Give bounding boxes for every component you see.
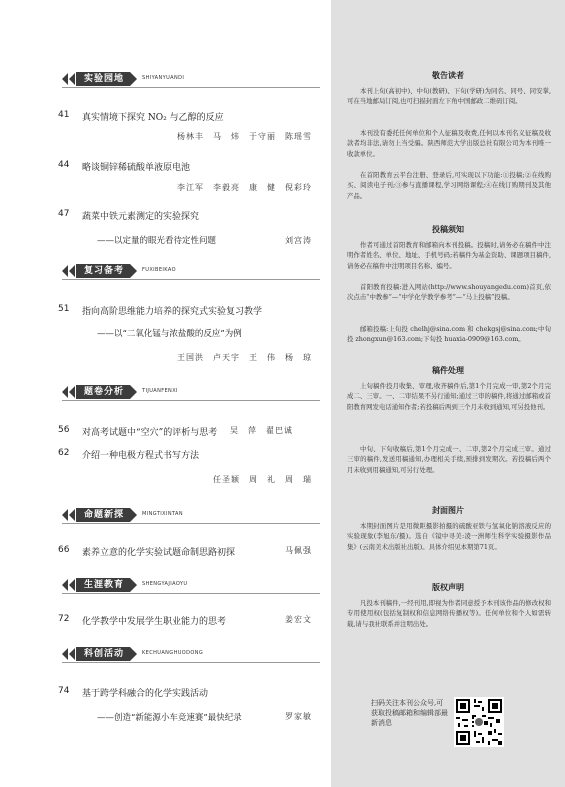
notice-paragraph: 本刊没有委托任何单位和个人征稿及收费,任何以本刊名义征稿及收款者均非法,请勿上当受骗。陕西师范大学出版总社有限公司为本刊唯一收款单位。: [347, 129, 551, 158]
section-pinyin: SHIYANYUANDI: [142, 75, 185, 81]
notice-panel: [331, 0, 565, 787]
article-title[interactable]: 指向高阶思维能力培养的探究式实验复习教学: [82, 307, 263, 317]
section-pinyin: KECHUANGHUODONG: [142, 650, 204, 656]
double-arrow-icon: [62, 648, 76, 660]
divider: [62, 279, 320, 280]
double-arrow-icon: [62, 265, 76, 277]
article-subtitle: ——以定量的眼光看待定性问题: [97, 236, 217, 246]
article-authors: 姜宏文: [285, 615, 312, 624]
notice-paragraph: 在首阳教育云平台注册、登录后,可实现以下功能:①投稿;②在线购买、阅读电子刊;③参与直播课程,学习网络课程;④在线订购期刊及其他产品。: [347, 171, 551, 200]
article-page: 44: [58, 160, 70, 170]
article-authors: 李江军 李毅亮 康 健 倪彩玲: [177, 183, 312, 192]
notice-heading-readers: 敬告读者: [432, 71, 464, 80]
article-authors: 杨林丰 马 炜 于守丽 陈瑶雪: [177, 132, 312, 141]
article-title[interactable]: 对高考试题中“空穴”的评析与思考: [82, 428, 218, 438]
article-title[interactable]: 基于跨学科融合的化学实践活动: [82, 689, 209, 699]
article-page: 66: [58, 545, 70, 555]
section-title: 实验园地: [76, 72, 130, 86]
notice-paragraph: 邮箱投稿:上旬投 chelhj@sina.com 和 chekgsj@sina.com;中旬投 zhongxun@163.com;下旬投 huaxia-0909@163.com。: [347, 325, 551, 344]
notice-paragraph: 凡投本刊稿件,一经刊用,即视为作者同意授予本刊该作品的修改权和专用使用权(包括复制权和信息网络传播权等)。任何单位和个人如需转载,请与我社联系并注明出处。: [347, 599, 551, 628]
article-title[interactable]: 蔬菜中铁元素测定的实验探究: [82, 212, 200, 222]
article-authors: 王国洪 卢天宇 王 伟 杨 琼: [177, 353, 312, 362]
notice-paragraph: 上旬稿件投月收集、审理,收齐稿件后,第1个月完成一审,第2个月完成二、三审。一、二审结果不另行通知;通过三审的稿件,将通过邮箱或首阳教育网发电话通知作者;若投稿后两到三个月未收到通知,可另投他刊。: [347, 382, 551, 411]
notice-heading-copyright: 版权声明: [432, 583, 464, 592]
article-title[interactable]: 化学教学中发展学生职业能力的思考: [82, 617, 227, 627]
section-title: 生涯教育: [76, 578, 130, 592]
article-authors: 刘宫涛: [285, 236, 312, 245]
double-arrow-icon: [62, 73, 76, 85]
section-pinyin: FUXIBEIKAO: [142, 267, 176, 273]
section-title: 科创活动: [76, 647, 130, 661]
divider: [62, 87, 320, 88]
article-page: 41: [58, 110, 70, 120]
section-title: 题卷分析: [76, 385, 130, 399]
section-title: 复习备考: [76, 264, 130, 278]
article-page: 47: [58, 209, 70, 219]
notice-paragraph: 本刊上旬(高初中)、中旬(教研)、下旬(学研)为同名、同号、同安掌,可在当地邮局订阅,也可扫描封面左下角中国邮政二维码订阅。: [347, 87, 551, 106]
qr-code-icon[interactable]: [454, 697, 504, 747]
notice-paragraph: 中旬、下旬收稿后,第1个月完成一、二审,第2个月完成三审。通过三审的稿件,发送用稿通知,办理相关手续,预排到发期次。若投稿后两个月未收到用稿通知,可另行处理。: [347, 445, 551, 474]
notice-paragraph: 本期封面图片是用微距摄影拍摄的硫酸亚铁与氢氧化钠溶液反应的实验现象(李旭东/摄)。选自《镜中寻美:凌一洲师生科学实验摄影作品集》(云南美术出版社出版)。具体介绍见本期第71页。: [347, 522, 551, 551]
double-arrow-icon: [62, 386, 76, 398]
divider: [62, 593, 320, 594]
notice-heading-processing: 稿件处理: [432, 366, 464, 375]
section-title: 命题新探: [76, 508, 130, 522]
qr-caption: 扫码关注本刊公众号,可获取投稿邮箱和编辑部最新消息: [371, 699, 448, 727]
notice-paragraph: 首阳教育投稿:进入网站(http://www.shouyangedu.com)首页,依次点击“中教参”—“中学化学教学参考”—“马上投稿”投稿。: [347, 283, 551, 302]
double-arrow-icon: [62, 509, 76, 521]
section-pinyin: MINGTIXINTAN: [142, 511, 184, 517]
article-title[interactable]: 略谈铜锌稀硫酸单液原电池: [82, 163, 191, 173]
article-page: 51: [58, 304, 70, 314]
article-title[interactable]: 素养立意的化学实验试题命制思路初探: [82, 548, 236, 558]
article-authors: 吴 萍 翟巴诚: [230, 426, 293, 435]
notice-paragraph: 作者可通过首阳教育和邮箱向本刊投稿。投稿时,请务必在稿件中注明作者姓名、单位、地址、手机号码;若稿件为基金资助、课题项目稿件,请务必在稿件中注明项目名称、编号。: [347, 241, 551, 270]
article-subtitle: ——以“二氧化锰与浓盐酸的反应”为例: [97, 329, 242, 339]
article-page: 72: [58, 614, 70, 624]
notice-heading-cover: 封面图片: [432, 506, 464, 515]
article-page: 74: [58, 686, 70, 696]
divider: [62, 662, 320, 663]
notice-heading-submission: 投稿须知: [432, 225, 464, 234]
divider: [62, 400, 320, 401]
double-arrow-icon: [62, 579, 76, 591]
divider: [62, 523, 320, 524]
article-authors: 罗家敏: [285, 712, 312, 721]
article-page: 62: [58, 448, 70, 458]
article-title[interactable]: 真实情境下探究 NO₂ 与乙醇的反应: [82, 113, 224, 123]
article-authors: 任圣颖 周 礼 周 瑞: [213, 475, 312, 484]
article-authors: 马佩强: [285, 546, 312, 555]
section-pinyin: SHENGYAJIAOYU: [142, 581, 188, 587]
article-page: 56: [58, 425, 70, 435]
section-pinyin: TIJUANFENXI: [142, 388, 178, 394]
article-title[interactable]: 介绍一种电极方程式书写方法: [82, 451, 200, 461]
article-subtitle: ——创造“新能源小车竞速赛”最快纪录: [97, 713, 242, 723]
